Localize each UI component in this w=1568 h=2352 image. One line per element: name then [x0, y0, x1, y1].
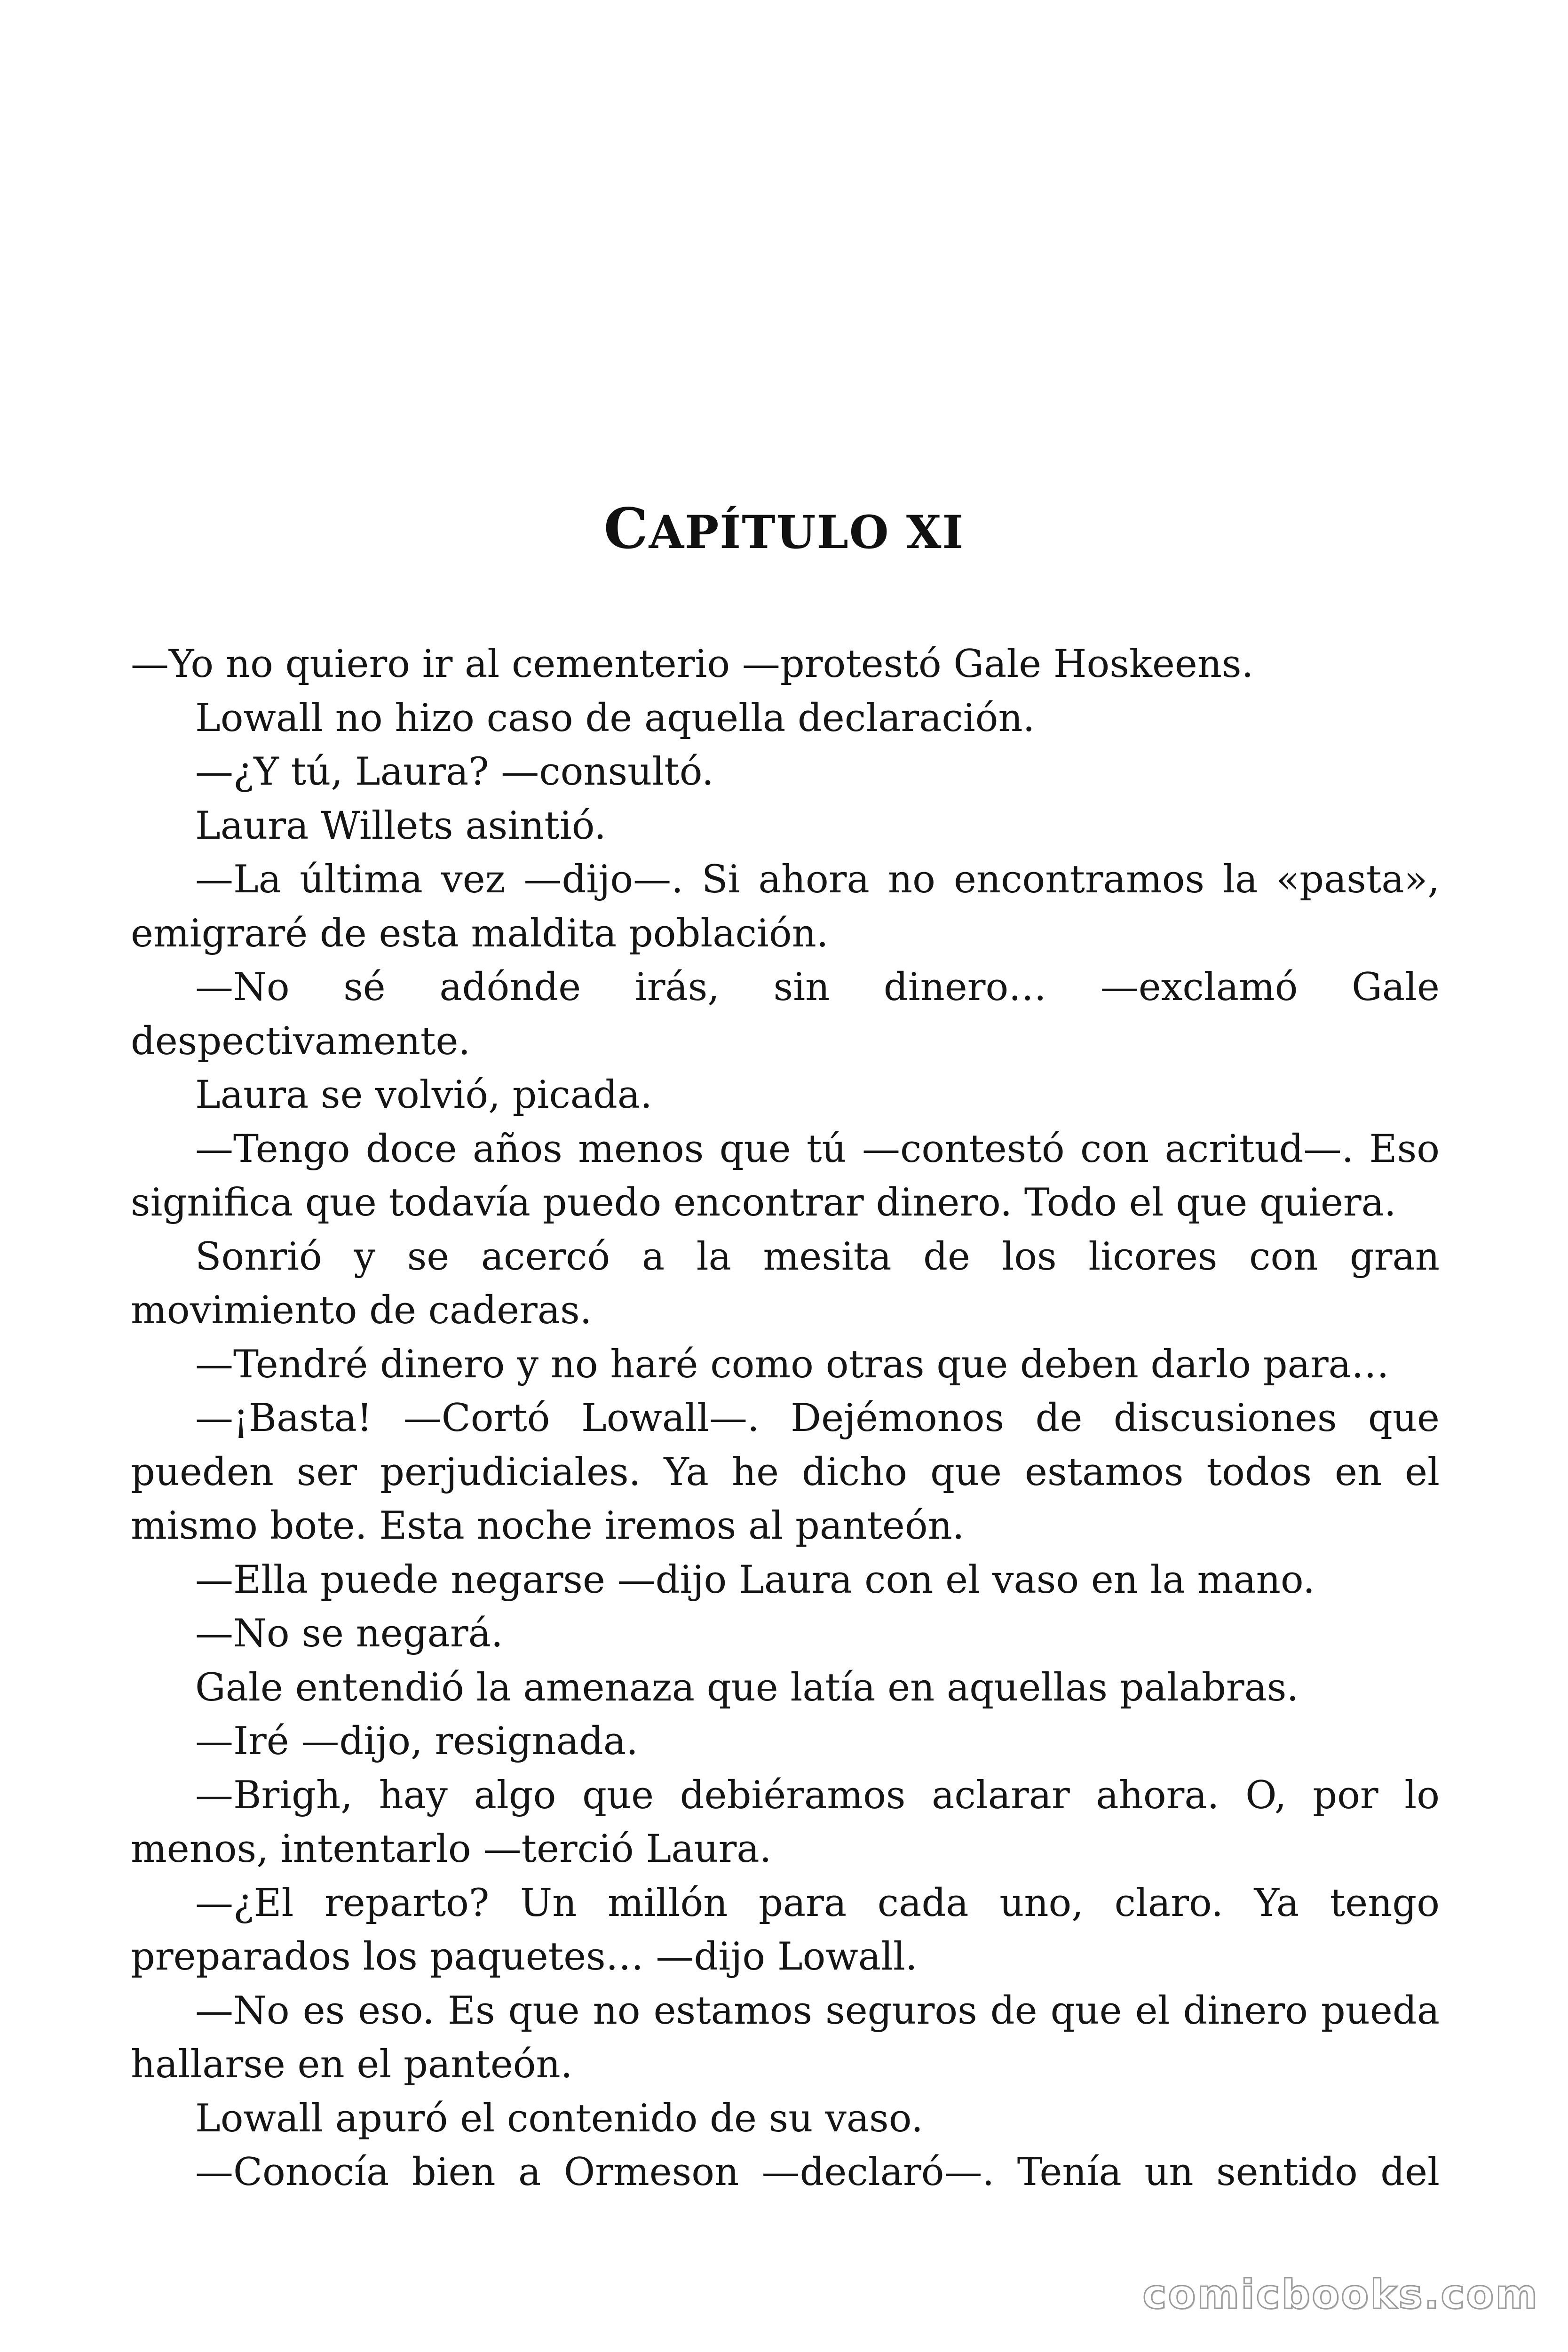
paragraph: —Ella puede negarse —dijo Laura con el vaso en la mano.	[195, 1557, 1315, 1602]
paragraph: —Brigh, hay algo que debiéramos aclarar ahora. O, por lo menos, intentarlo —terció Laura.	[131, 1773, 1440, 1871]
paragraph: Laura se volvió, picada.	[195, 1073, 652, 1117]
paragraph: —Yo no quiero ir al cementerio —protestó Gale Hoskeens.	[131, 642, 1254, 686]
paragraph: —¿Y tú, Laura? —consultó.	[195, 750, 714, 794]
paragraph: Lowall no hizo caso de aquella declaración.	[195, 696, 1035, 740]
paragraph: —¿El reparto? Un millón para cada uno, claro. Ya tengo preparados los paquetes… —dijo Lowall.	[131, 1881, 1440, 1979]
paragraph: Gale entendió la amenaza que latía en aquellas palabras.	[195, 1665, 1299, 1710]
paragraph: —Tendré dinero y no haré como otras que deben darlo para…	[195, 1342, 1389, 1387]
paragraph: —No se negará.	[195, 1612, 503, 1656]
paragraph: Lowall apuró el contenido de su vaso.	[195, 2096, 923, 2141]
paragraph: Laura Willets asintió.	[195, 803, 606, 848]
paragraph: —No es eso. Es que no estamos seguros de que el dinero pueda hallarse en el panteón.	[131, 1988, 1440, 2087]
chapter-title-initial: C	[603, 496, 649, 562]
chapter-body	[131, 637, 1440, 2200]
paragraph: —¡Basta! —Cortó Lowall—. Dejémonos de discusiones que pueden ser perjudiciales. Ya he dicho que estamos todos en el mismo bote. Esta noche iremos al panteón.	[131, 1396, 1440, 1548]
paragraph: —Conocía bien a Ormeson —declaró—. Tenía un sentido del	[195, 2150, 1440, 2194]
paragraph: —No sé adónde irás, sin dinero… —exclamó Gale despectivamente.	[131, 965, 1440, 1064]
paragraph: —Tengo doce años menos que tú —contestó con acritud—. Eso significa que todavía puedo encontrar dinero. Todo el que quiera.	[131, 1127, 1440, 1225]
chapter-title-rest: APÍTULO XI	[649, 506, 965, 559]
paragraph: —La última vez —dijo—. Si ahora no encontramos la «pasta», emigraré de esta maldita población.	[131, 858, 1440, 956]
paragraph: Sonrió y se acercó a la mesita de los licores con gran movimiento de caderas.	[131, 1234, 1440, 1333]
watermark: comicbooks.com	[1142, 2271, 1539, 2318]
chapter-title	[0, 496, 1568, 565]
paragraph: —Iré —dijo, resignada.	[195, 1719, 638, 1764]
